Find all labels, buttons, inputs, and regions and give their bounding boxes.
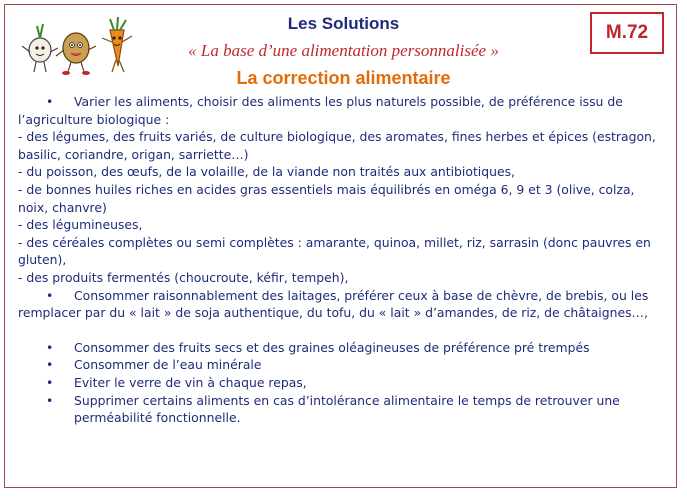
food-list-item: - des produits fermentés (choucroute, kéfir, tempeh),: [18, 269, 349, 285]
spacer: [18, 322, 660, 339]
page-subtitle: « La base d’une alimentation personnalisée »: [188, 41, 499, 60]
bullet-text: Varier les aliments, choisir des aliments les plus naturels possible, de préférence issu de l’agriculture biologique :: [18, 94, 623, 127]
bullet-item: [18, 392, 660, 427]
bullet-text: Consommer raisonnablement des laitages, préférer ceux à base de chèvre, de brebis, ou les remplacer par du « lait » de soja authentique, du tofu, du « lait » d’amandes, de riz, de châtaignes…,: [18, 287, 649, 321]
bullet-item: [18, 356, 660, 374]
bullet-item-vary-foods: [18, 93, 660, 128]
food-list-item: - du poisson, des œufs, de la volaille, de la viande non traités aux antibiotiques,: [18, 164, 515, 180]
food-list-item: - des céréales complètes ou semi complètes : amarante, quinoa, millet, riz, sarrasin (donc pauvres en gluten),: [18, 234, 651, 268]
bullet-icon: •: [46, 287, 54, 303]
content-body: [18, 93, 660, 427]
bullet-text: Supprimer certains aliments en cas d’intolérance alimentaire le temps de retrouver une perméabilité fonctionnelle.: [74, 392, 620, 426]
bullet-text: Consommer des fruits secs et des graines oléagineuses de préférence pré trempés: [74, 339, 590, 355]
bullet-item-dairy: [18, 287, 660, 322]
page-badge: M.72: [590, 12, 664, 54]
bullet-icon: •: [46, 339, 54, 355]
food-list-item: - des légumes, des fruits variés, de culture biologique, des aromates, fines herbes et épices (estragon, basilic, coriandre, origan, sarriette…): [18, 129, 656, 162]
page-title: Les Solutions: [287, 14, 400, 33]
bullet-icon: •: [46, 392, 54, 408]
bullet-item: [18, 339, 660, 357]
bullet-icon: •: [46, 374, 54, 390]
section-heading: La correction alimentaire: [236, 68, 451, 88]
food-list-item: - de bonnes huiles riches en acides gras essentiels mais équilibrés en oméga 6, 9 et 3 (olive, colza, noix, chanvre): [18, 181, 635, 215]
bullet-icon: •: [46, 357, 54, 373]
bullet-text: Consommer de l’eau minérale: [74, 357, 262, 373]
bullet-icon: •: [46, 94, 54, 109]
food-list-item: - des légumineuses,: [18, 217, 143, 233]
bullet-item: [18, 374, 660, 392]
bullet-text: Eviter le verre de vin à chaque repas,: [74, 374, 307, 390]
